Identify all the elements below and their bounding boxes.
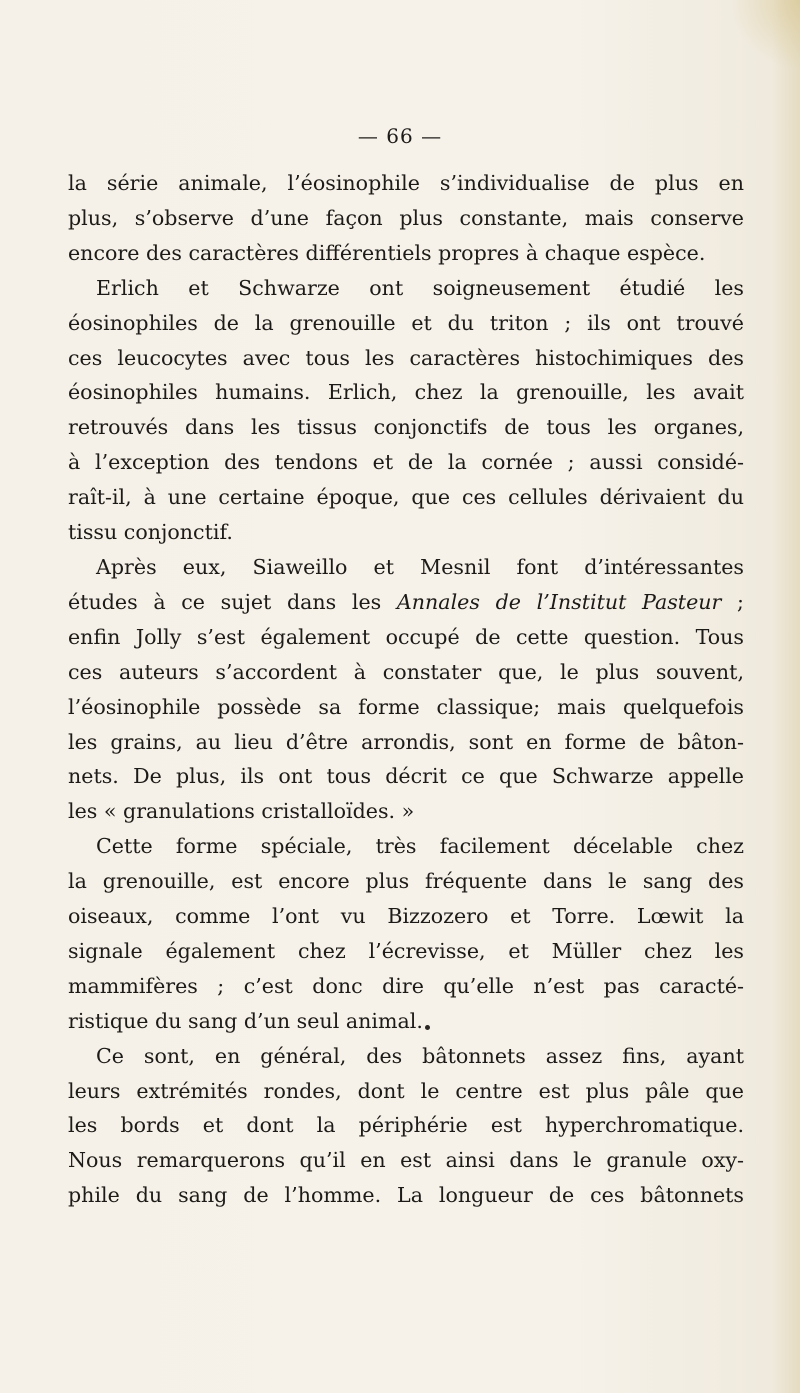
text-line: la grenouille, est encore plus fréquente dans le sang des — [68, 869, 744, 894]
text-line: leurs extrémités rondes, dont le centre est plus pâle que — [68, 1078, 744, 1103]
text-line: éosinophiles de la grenouille et du triton ; ils ont trouvé — [68, 310, 744, 335]
text-line: ces leucocytes avec tous les caractères histochimiques des — [68, 345, 744, 370]
text-line: oiseaux, comme l’ont vu Bizzozero et Torre. Lœwit la — [68, 904, 744, 929]
text-line: Ce sont, en général, des bâtonnets assez fins, ayant — [96, 1043, 744, 1068]
body-text — [68, 166, 744, 1213]
text-line: mammifères ; c’est donc dire qu’elle n’est pas caracté- — [68, 973, 744, 998]
text-line: les « granulations cristalloïdes. » — [68, 799, 415, 824]
text-line: ristique du sang d’un seul animal. — [68, 1008, 423, 1033]
page-number: — 66 — — [357, 124, 443, 148]
text-line-with-citation — [68, 585, 744, 620]
text-line: l’éosinophile possède sa forme classique; mais quelquefois — [68, 694, 744, 719]
text-line: Après eux, Siaweillo et Mesnil font d’intéressantes — [96, 554, 744, 579]
text-line: plus, s’observe d’une façon plus constante, mais conserve — [68, 205, 744, 230]
text-line: phile du sang de l’homme. La longueur de ces bâtonnets — [68, 1183, 744, 1208]
page-edge-discoloration — [772, 0, 800, 1393]
text-line: ces auteurs s’accordent à constater que, le plus souvent, — [68, 659, 744, 684]
text-line: raît-il, à une certaine époque, que ces cellules dérivaient du — [68, 485, 744, 510]
text-line: Erlich et Schwarze ont soigneusement étudié les — [96, 275, 744, 300]
text-line: encore des caractères différentiels propres à chaque espèce. — [68, 240, 706, 265]
text-line: nets. De plus, ils ont tous décrit ce que Schwarze appelle — [68, 764, 744, 789]
text-line: les grains, au lieu d’être arrondis, sont en forme de bâton- — [68, 729, 744, 754]
text-line: Cette forme spéciale, très facilement décelable chez — [96, 834, 744, 859]
text-line: la série animale, l’éosinophile s’individualise de plus en — [68, 171, 744, 195]
page-corner-stain — [730, 0, 800, 70]
text-line: enfin Jolly s’est également occupé de cette question. Tous — [68, 624, 744, 649]
text-line: éosinophiles humains. Erlich, chez la grenouille, les avait — [68, 380, 744, 405]
text-segment: ; — [721, 589, 744, 614]
text-line: à l’exception des tendons et de la cornée ; aussi considé- — [68, 450, 744, 475]
journal-title: Annales de l’Institut Pasteur — [396, 589, 722, 614]
text-line: Nous remarquerons qu’il en est ainsi dans le granule oxy- — [68, 1148, 744, 1173]
text-line: les bords et dont la périphérie est hyperchromatique. — [68, 1113, 744, 1138]
text-line: retrouvés dans les tissus conjonctifs de tous les organes, — [68, 415, 744, 440]
text-line: tissu conjonctif. — [68, 520, 233, 545]
text-segment: études à ce sujet dans les — [68, 589, 397, 614]
text-line: signale également chez l’écrevisse, et Müller chez les — [68, 938, 744, 963]
ink-speck — [425, 1025, 430, 1030]
